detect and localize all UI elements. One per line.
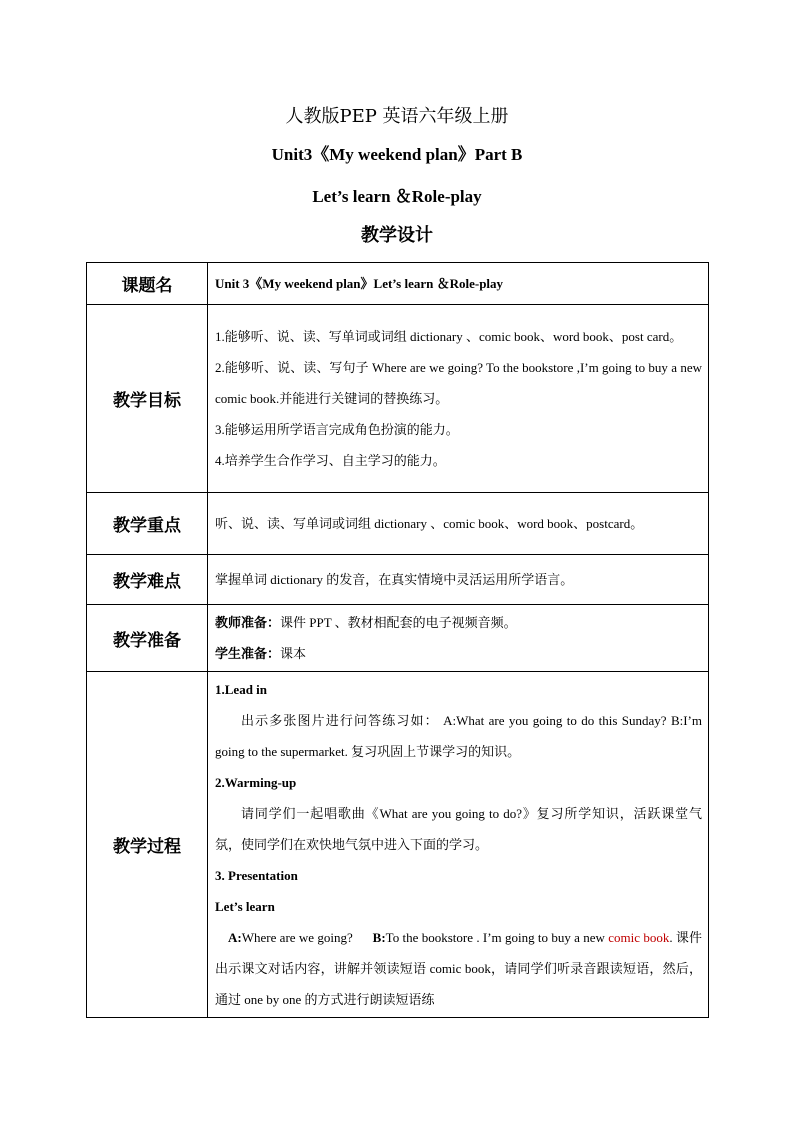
table-row-goals xyxy=(87,305,709,493)
goal-item: 1.能够听、说、读、写单词或词组 dictionary 、comic book、word book、post card。 xyxy=(215,329,683,344)
presentation-rest: . 课件出示课文对话内容，讲解并领读短语 comic book，请同学们听录音跟读短语，然后，通过 one by one 的方式进行朗读短语练 xyxy=(215,930,703,1007)
student-prep-label: 学生准备： xyxy=(215,646,281,661)
speaker-b: B: xyxy=(372,930,386,945)
goal-item: 3.能够运用所学语言完成角色扮演的能力。 xyxy=(215,422,459,437)
topic-label: 课题名 xyxy=(87,263,208,305)
goals-content xyxy=(208,305,709,493)
teacher-prep-value: 课件 PPT 、教材相配套的电子视频音频。 xyxy=(280,615,517,630)
section-warming-up-text: 请同学们一起唱歌曲《What are you going to do?》复习所学知识，活跃课堂气氛，使同学们在欢快地气氛中进入下面的学习。 xyxy=(215,806,702,852)
process-content xyxy=(208,672,709,1018)
goal-item: 2.能够听、说、读、写句子 Where are we going? To the bookstore ,I’m going to buy a new comic book.并能进行关键词的替换练习。 xyxy=(215,360,702,406)
table-row-key-points xyxy=(87,493,709,555)
table-row-preparation xyxy=(87,605,709,672)
document-header xyxy=(0,100,794,254)
document-type-title: 教学设计 xyxy=(361,225,433,246)
speaker-b-line: To the bookstore . I’m going to buy a new xyxy=(385,930,605,945)
unit-title: Unit3《My weekend plan》Part B xyxy=(271,145,523,164)
section-warming-up-title: 2.Warming-up xyxy=(215,775,297,790)
topic-value: Unit 3《My weekend plan》Let’s learn ＆Role-play xyxy=(208,263,709,305)
difficulties-label: 教学难点 xyxy=(87,555,208,605)
preparation-label: 教学准备 xyxy=(87,605,208,672)
lesson-title: Let’s learn ＆Role-play xyxy=(312,187,482,206)
section-lets-learn-title: Let’s learn xyxy=(215,899,275,914)
speaker-a: A: xyxy=(228,930,242,945)
table-row-process xyxy=(87,672,709,1018)
textbook-title: 人教版PEP 英语六年级上册 xyxy=(285,106,509,127)
process-label: 教学过程 xyxy=(87,672,208,1018)
student-prep xyxy=(215,638,702,669)
highlighted-phrase: comic book xyxy=(608,930,670,945)
goal-item: 4.培养学生合作学习、自主学习的能力。 xyxy=(215,453,446,468)
student-prep-value: 课本 xyxy=(280,646,307,661)
key-points-label: 教学重点 xyxy=(87,493,208,555)
section-lead-in-text: 出示多张图片进行问答练习如： A:What are you going to do this Sunday? B:I’m going to the supermarket. 复习巩固上节课学习的知识。 xyxy=(215,713,702,759)
section-presentation-title: 3. Presentation xyxy=(215,868,298,883)
section-lead-in-title: 1.Lead in xyxy=(215,682,268,697)
table-row-difficulties xyxy=(87,555,709,605)
lesson-plan-table xyxy=(86,262,709,1018)
teacher-prep xyxy=(215,607,702,638)
key-points-value: 听、说、读、写单词或词组 dictionary 、comic book、word book、postcard。 xyxy=(208,493,709,555)
speaker-a-line: Where are we going? xyxy=(241,930,353,945)
table-row-topic xyxy=(87,263,709,305)
teacher-prep-label: 教师准备： xyxy=(215,615,281,630)
preparation-content xyxy=(208,605,709,672)
goals-label: 教学目标 xyxy=(87,305,208,493)
section-presentation-text xyxy=(215,922,702,1015)
difficulties-value: 掌握单词 dictionary 的发音，在真实情境中灵活运用所学语言。 xyxy=(208,555,709,605)
